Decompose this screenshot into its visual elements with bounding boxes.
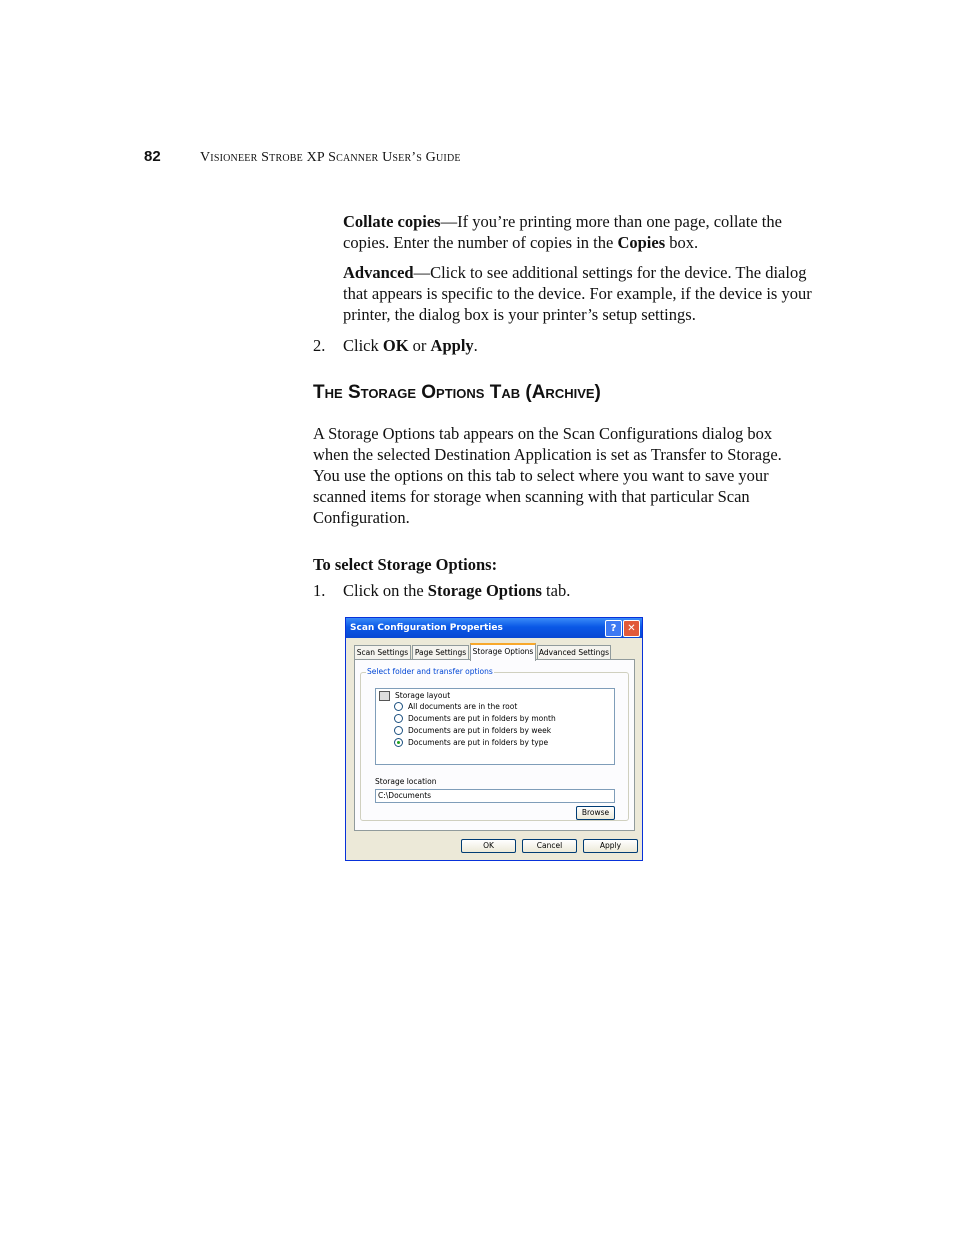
step-2-number: 2. xyxy=(313,336,326,355)
radio-icon[interactable] xyxy=(394,726,403,735)
browse-button[interactable]: Browse xyxy=(576,806,615,820)
step-1-text: Click on the xyxy=(343,581,428,600)
option-by-month[interactable] xyxy=(394,714,556,724)
close-button[interactable]: ✕ xyxy=(623,620,640,637)
ok-button[interactable]: OK xyxy=(461,839,516,853)
running-title: Visioneer Strobe XP Scanner User’s Guide xyxy=(200,150,461,165)
dialog-title: Scan Configuration Properties xyxy=(350,623,503,633)
page-number: 82 xyxy=(144,148,161,165)
apply-button[interactable]: Apply xyxy=(583,839,638,853)
storage-options-panel xyxy=(354,659,635,831)
folder-tree-icon xyxy=(379,691,390,701)
transfer-options-group xyxy=(360,667,629,821)
collate-text: —If you’re printing more than one page, collate the copies. Enter the number of copies in the xyxy=(343,212,782,252)
section-title: The Storage Options Tab (Archive) xyxy=(313,382,601,403)
tree-root-label: Storage layout xyxy=(395,691,451,700)
step-2-text: Click xyxy=(343,336,383,355)
group-label: Select folder and transfer options xyxy=(367,667,493,676)
dialog-titlebar xyxy=(346,618,642,638)
storage-layout-tree xyxy=(375,688,615,765)
collate-term: Collate copies xyxy=(343,212,441,231)
option-by-week[interactable] xyxy=(394,726,551,736)
storage-options-term: Storage Options xyxy=(427,581,542,600)
step-2-end: . xyxy=(473,336,478,355)
radio-icon[interactable] xyxy=(394,714,403,723)
scan-configuration-dialog xyxy=(345,617,643,861)
tab-storage-options[interactable]: Storage Options xyxy=(470,643,536,661)
advanced-paragraph xyxy=(343,262,813,325)
radio-icon[interactable] xyxy=(394,702,403,711)
copies-term: Copies xyxy=(617,233,666,252)
ok-term: OK xyxy=(382,336,409,355)
step-2-or: or xyxy=(408,336,431,355)
option-by-type[interactable] xyxy=(394,738,548,748)
step-2 xyxy=(313,335,478,356)
collate-text-end: box. xyxy=(665,233,699,252)
option-root[interactable] xyxy=(394,702,517,712)
help-button[interactable]: ? xyxy=(605,620,622,637)
storage-location-label: Storage location xyxy=(375,777,437,786)
step-1 xyxy=(313,580,570,601)
cancel-button[interactable]: Cancel xyxy=(522,839,577,853)
advanced-term: Advanced xyxy=(343,263,414,282)
option-label: Documents are put in folders by week xyxy=(408,726,552,735)
radio-selected-icon[interactable] xyxy=(394,738,403,747)
step-1-number: 1. xyxy=(313,581,326,600)
step-1-end: tab. xyxy=(541,581,571,600)
storage-location-input[interactable]: C:\Documents xyxy=(375,789,615,803)
tab-page-settings[interactable]: Page Settings xyxy=(412,645,469,659)
intro-paragraph: A Storage Options tab appears on the Scan Configurations dialog box when the selected Destination Application is set as Transfer to Storage. You use the options on this tab to select where you want to save your scanned items for storage when scanning with that particular Scan Configuration. xyxy=(313,424,782,527)
procedure-heading: To select Storage Options: xyxy=(313,555,498,574)
tab-advanced-settings[interactable]: Advanced Settings xyxy=(537,645,611,659)
running-header xyxy=(144,148,461,166)
tab-scan-settings[interactable]: Scan Settings xyxy=(354,645,411,659)
tree-root[interactable] xyxy=(379,691,450,701)
collate-paragraph xyxy=(343,211,813,253)
option-label: All documents are in the root xyxy=(408,702,518,711)
advanced-text: —Click to see additional settings for the device. The dialog that appears is specific to the device. For example, if the device is your printer, the dialog box is your printer’s setup settings. xyxy=(343,263,812,324)
option-label: Documents are put in folders by type xyxy=(408,738,549,747)
option-label: Documents are put in folders by month xyxy=(408,714,556,723)
apply-term: Apply xyxy=(430,336,474,355)
